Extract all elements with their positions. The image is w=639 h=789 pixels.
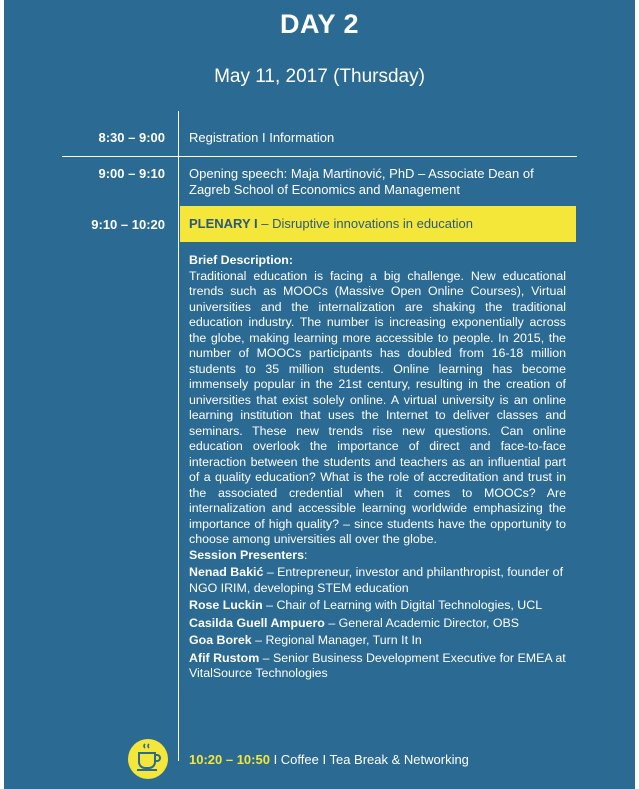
coffee-separator: I — [269, 752, 281, 767]
presenter-name: Nenad Bakić — [189, 565, 264, 579]
presenter-item — [189, 651, 566, 682]
row-divider — [62, 156, 577, 157]
event-date: May 11, 2017 (Thursday) — [214, 66, 425, 87]
plenary-label: PLENARY I — [189, 216, 258, 231]
description-heading: Brief Description: — [189, 253, 293, 267]
presenter-name: Goa Borek — [189, 633, 252, 647]
presenter-role: – Senior Business Development Executive for EMEA at VitalSource Technologies — [189, 650, 566, 680]
time-slot-registration: 8:30 – 9:00 — [98, 130, 165, 145]
entry-opening — [189, 166, 574, 198]
presenter-item — [189, 598, 566, 614]
entry-opening-line2: Zagreb School of Economics and Management — [189, 182, 460, 197]
presenters-heading: Session Presenters: — [189, 547, 308, 562]
presenter-name: Rose Luckin — [189, 598, 263, 612]
coffee-time: 10:20 – 10:50 — [189, 752, 270, 767]
presenter-role: – Chair of Learning with Digital Technologies, UCL — [262, 598, 543, 612]
presenter-item — [189, 633, 566, 649]
program-page — [4, 0, 635, 789]
description-body: Traditional education is facing a big challenge. New educational trends such as MOOCs (Massive Open Online Courses), Virtual universities and the internalization are shaking the traditional education industry. The number is increasing exponentially across the globe, making learning more accessible to people. In 2015, the number of MOOCs participants has doubled from 16-18 million students to 35 million students. Online learning has become immensely popular in the 21st century, resulting in the creation of universities that exist solely online. A virtual university is an online learning institution that uses the Internet to deliver classes and seminars. These new trends rise new questions. Can online education overlook the importance of direct and face-to-face interaction between the students and teachers as an influential part of a quality education? What is the role of accreditation and trust in the associated credential when it comes to MOOCs? Are internalization and accessible learning worldwide emphasizing the importance of high quality? – since students have the opportunity to choose among universities all over the globe. — [189, 268, 566, 546]
session-description — [189, 253, 566, 682]
time-slot-plenary: 9:10 – 10:20 — [91, 217, 165, 232]
time-slot-opening: 9:00 – 9:10 — [98, 166, 165, 181]
presenter-role: – Entrepreneur, investor and philanthropist, founder of NGO IRIM, developing STEM education — [189, 565, 564, 595]
presenter-name: Afif Rustom — [189, 650, 260, 665]
presenter-role: – Regional Manager, Turn It In — [251, 633, 422, 647]
presenter-item — [189, 565, 566, 596]
entry-opening-line1: Opening speech: Maja Martinović, PhD – Associate Dean of — [189, 166, 534, 181]
timeline-divider — [178, 111, 179, 761]
plenary-title: – Disruptive innovations in education — [257, 216, 473, 231]
entry-registration: Registration I Information — [189, 130, 335, 145]
presenter-role: – General Academic Director, OBS — [324, 615, 520, 630]
coffee-break-row — [189, 752, 469, 768]
presenter-item — [189, 616, 566, 632]
plenary-banner — [180, 206, 576, 242]
coffee-cup-icon — [128, 739, 168, 779]
coffee-text: Coffee I Tea Break & Networking — [280, 752, 469, 767]
presenter-name: Casilda Guell Ampuero — [189, 615, 325, 630]
day-title: DAY 2 — [279, 9, 360, 39]
